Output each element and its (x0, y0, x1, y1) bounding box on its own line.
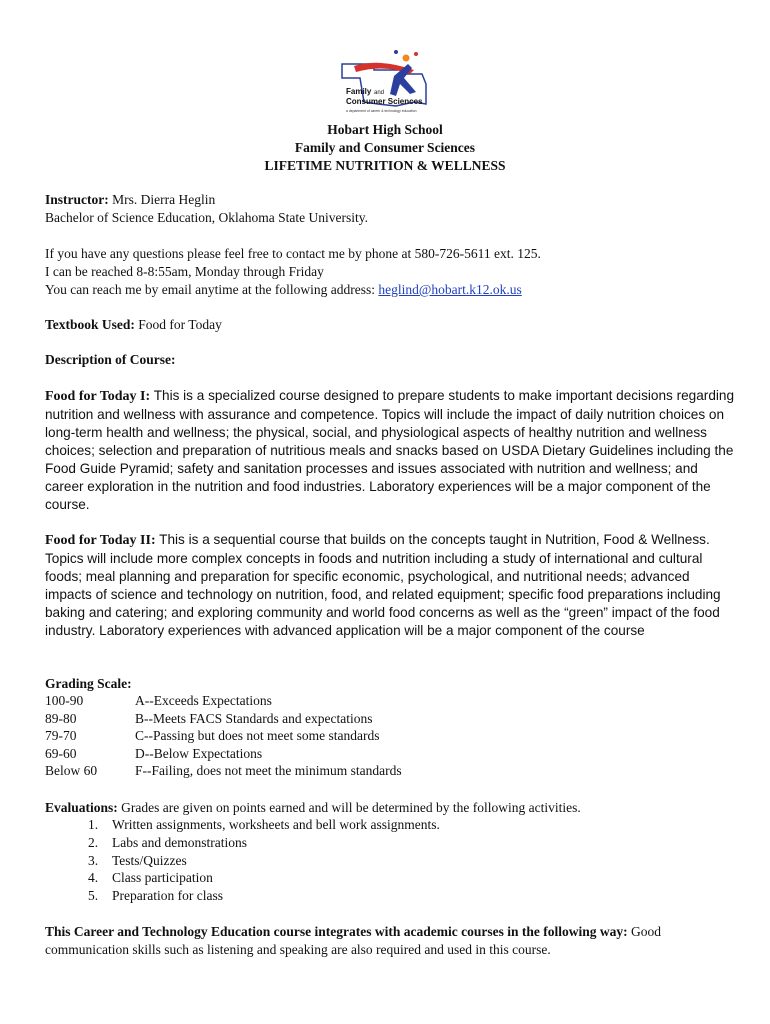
grading-heading: Grading Scale: (45, 676, 132, 691)
logo-line1: Family (346, 87, 372, 96)
career-text-1: Good (631, 924, 661, 939)
grade-row (45, 762, 645, 780)
list-item (88, 852, 440, 870)
instructor-label: Instructor: (45, 192, 109, 207)
list-item (88, 869, 440, 887)
career-label: This Career and Technology Education course integrates with academic courses in the following way: (45, 924, 628, 939)
list-number: 3. (88, 852, 99, 868)
course-title: LIFETIME NUTRITION & WELLNESS (264, 158, 506, 173)
course2-text: This is a sequential course that builds on the concepts taught in Nutrition, Food & Wellness. Topics will include more complex concepts in foods and nutrition including a study of international and cultural foods; meal planning and preparation for specific economic, psychological, and nutritional needs; advanced impacts of science and technology on nutrition, food, and related equipment; specific food preparations including baking and catering; and exploring community and world food concerns as well as the “green” impact of the food industry. Laboratory experiences with advanced application will be a major component of the course (45, 532, 721, 638)
textbook-value: Food for Today (138, 317, 222, 332)
course2-label: Food for Today II: (45, 533, 156, 548)
career-line (45, 923, 661, 941)
email-prefix: You can reach me by email anytime at the following address: (45, 282, 376, 297)
contact-email-line (45, 281, 522, 299)
logo-line2: and (374, 90, 385, 96)
grade-desc: A--Exceeds Expectations (135, 693, 272, 708)
star-2 (394, 50, 398, 54)
list-number: 4. (88, 870, 99, 886)
fcs-logo (334, 44, 438, 120)
contact-phone: If you have any questions please feel free to contact me by phone at 580-726-5611 ext. 125. (45, 246, 541, 261)
textbook-label: Textbook Used: (45, 317, 135, 332)
list-number: 5. (88, 888, 99, 904)
department-name: Family and Consumer Sciences (294, 140, 476, 155)
description-heading: Description of Course: (45, 352, 176, 367)
grade-range: 89-80 (45, 710, 77, 726)
grade-row (45, 710, 645, 728)
list-item (88, 816, 440, 834)
grade-range: Below 60 (45, 763, 98, 778)
logo-tagline: a department of career & technology education (346, 109, 417, 113)
list-text: Written assignments, worksheets and bell work assignments. (112, 817, 440, 832)
grading-table (45, 692, 645, 780)
course1-paragraph (45, 387, 735, 514)
evaluations-line (45, 799, 581, 817)
instructor-degree: Bachelor of Science Education, Oklahoma State University. (45, 210, 369, 225)
list-number: 1. (88, 817, 99, 832)
list-item (88, 834, 440, 852)
grade-desc: B--Meets FACS Standards and expectations (135, 710, 373, 726)
course1-label: Food for Today I: (45, 389, 151, 404)
grade-range: 100-90 (45, 693, 84, 708)
logo-line3: Consumer Sciences (346, 97, 423, 106)
grade-desc: D--Below Expectations (135, 745, 263, 761)
course2-paragraph (45, 531, 735, 640)
grade-range: 79-70 (45, 728, 77, 743)
instructor-name: Mrs. Dierra Heglin (112, 192, 216, 207)
grade-row (45, 745, 645, 763)
list-item (88, 887, 440, 905)
list-text: Tests/Quizzes (112, 852, 187, 868)
grade-desc: F--Failing, does not meet the minimum standards (135, 763, 402, 778)
course1-text: This is a specialized course designed to prepare students to make important decisions regarding nutrition and wellness with assurance and competence. Topics will include the impact of daily nutrition choices on long-term health and wellness; the physical, social, and physiological aspects of healthy nutrition and wellness choices; selection and preparation of nutritious meals and snacks based on USDA Dietary Guidelines including the Food Guide Pyramid; safety and sanitation processes and issues associated with nutrition and wellness; and career exploration in the nutrition and food industries. Laboratory experiences will be a major component of the course. (45, 388, 735, 512)
contact-hours: I can be reached 8-8:55am, Monday through Friday (45, 264, 324, 279)
star-3 (414, 52, 418, 56)
list-text: Class participation (112, 870, 213, 886)
grade-row (45, 727, 645, 745)
evaluations-list (88, 816, 440, 905)
email-link[interactable]: heglind@hobart.k12.ok.us (378, 282, 522, 297)
list-text: Preparation for class (112, 888, 223, 904)
school-name: Hobart High School (327, 122, 443, 137)
list-number: 2. (88, 834, 99, 850)
grade-range: 69-60 (45, 745, 77, 761)
evaluations-label: Evaluations: (45, 800, 118, 815)
evaluations-intro: Grades are given on points earned and will be determined by the following activities. (121, 800, 581, 815)
grade-desc: C--Passing but does not meet some standards (135, 728, 380, 743)
document-header (0, 121, 770, 175)
career-text-2: communication skills such as listening and speaking are also required and used in this course. (45, 942, 551, 957)
orange-star (403, 55, 410, 62)
grade-row (45, 692, 645, 710)
instructor-line (45, 191, 215, 209)
list-text: Labs and demonstrations (112, 834, 247, 850)
textbook-line (45, 316, 222, 334)
